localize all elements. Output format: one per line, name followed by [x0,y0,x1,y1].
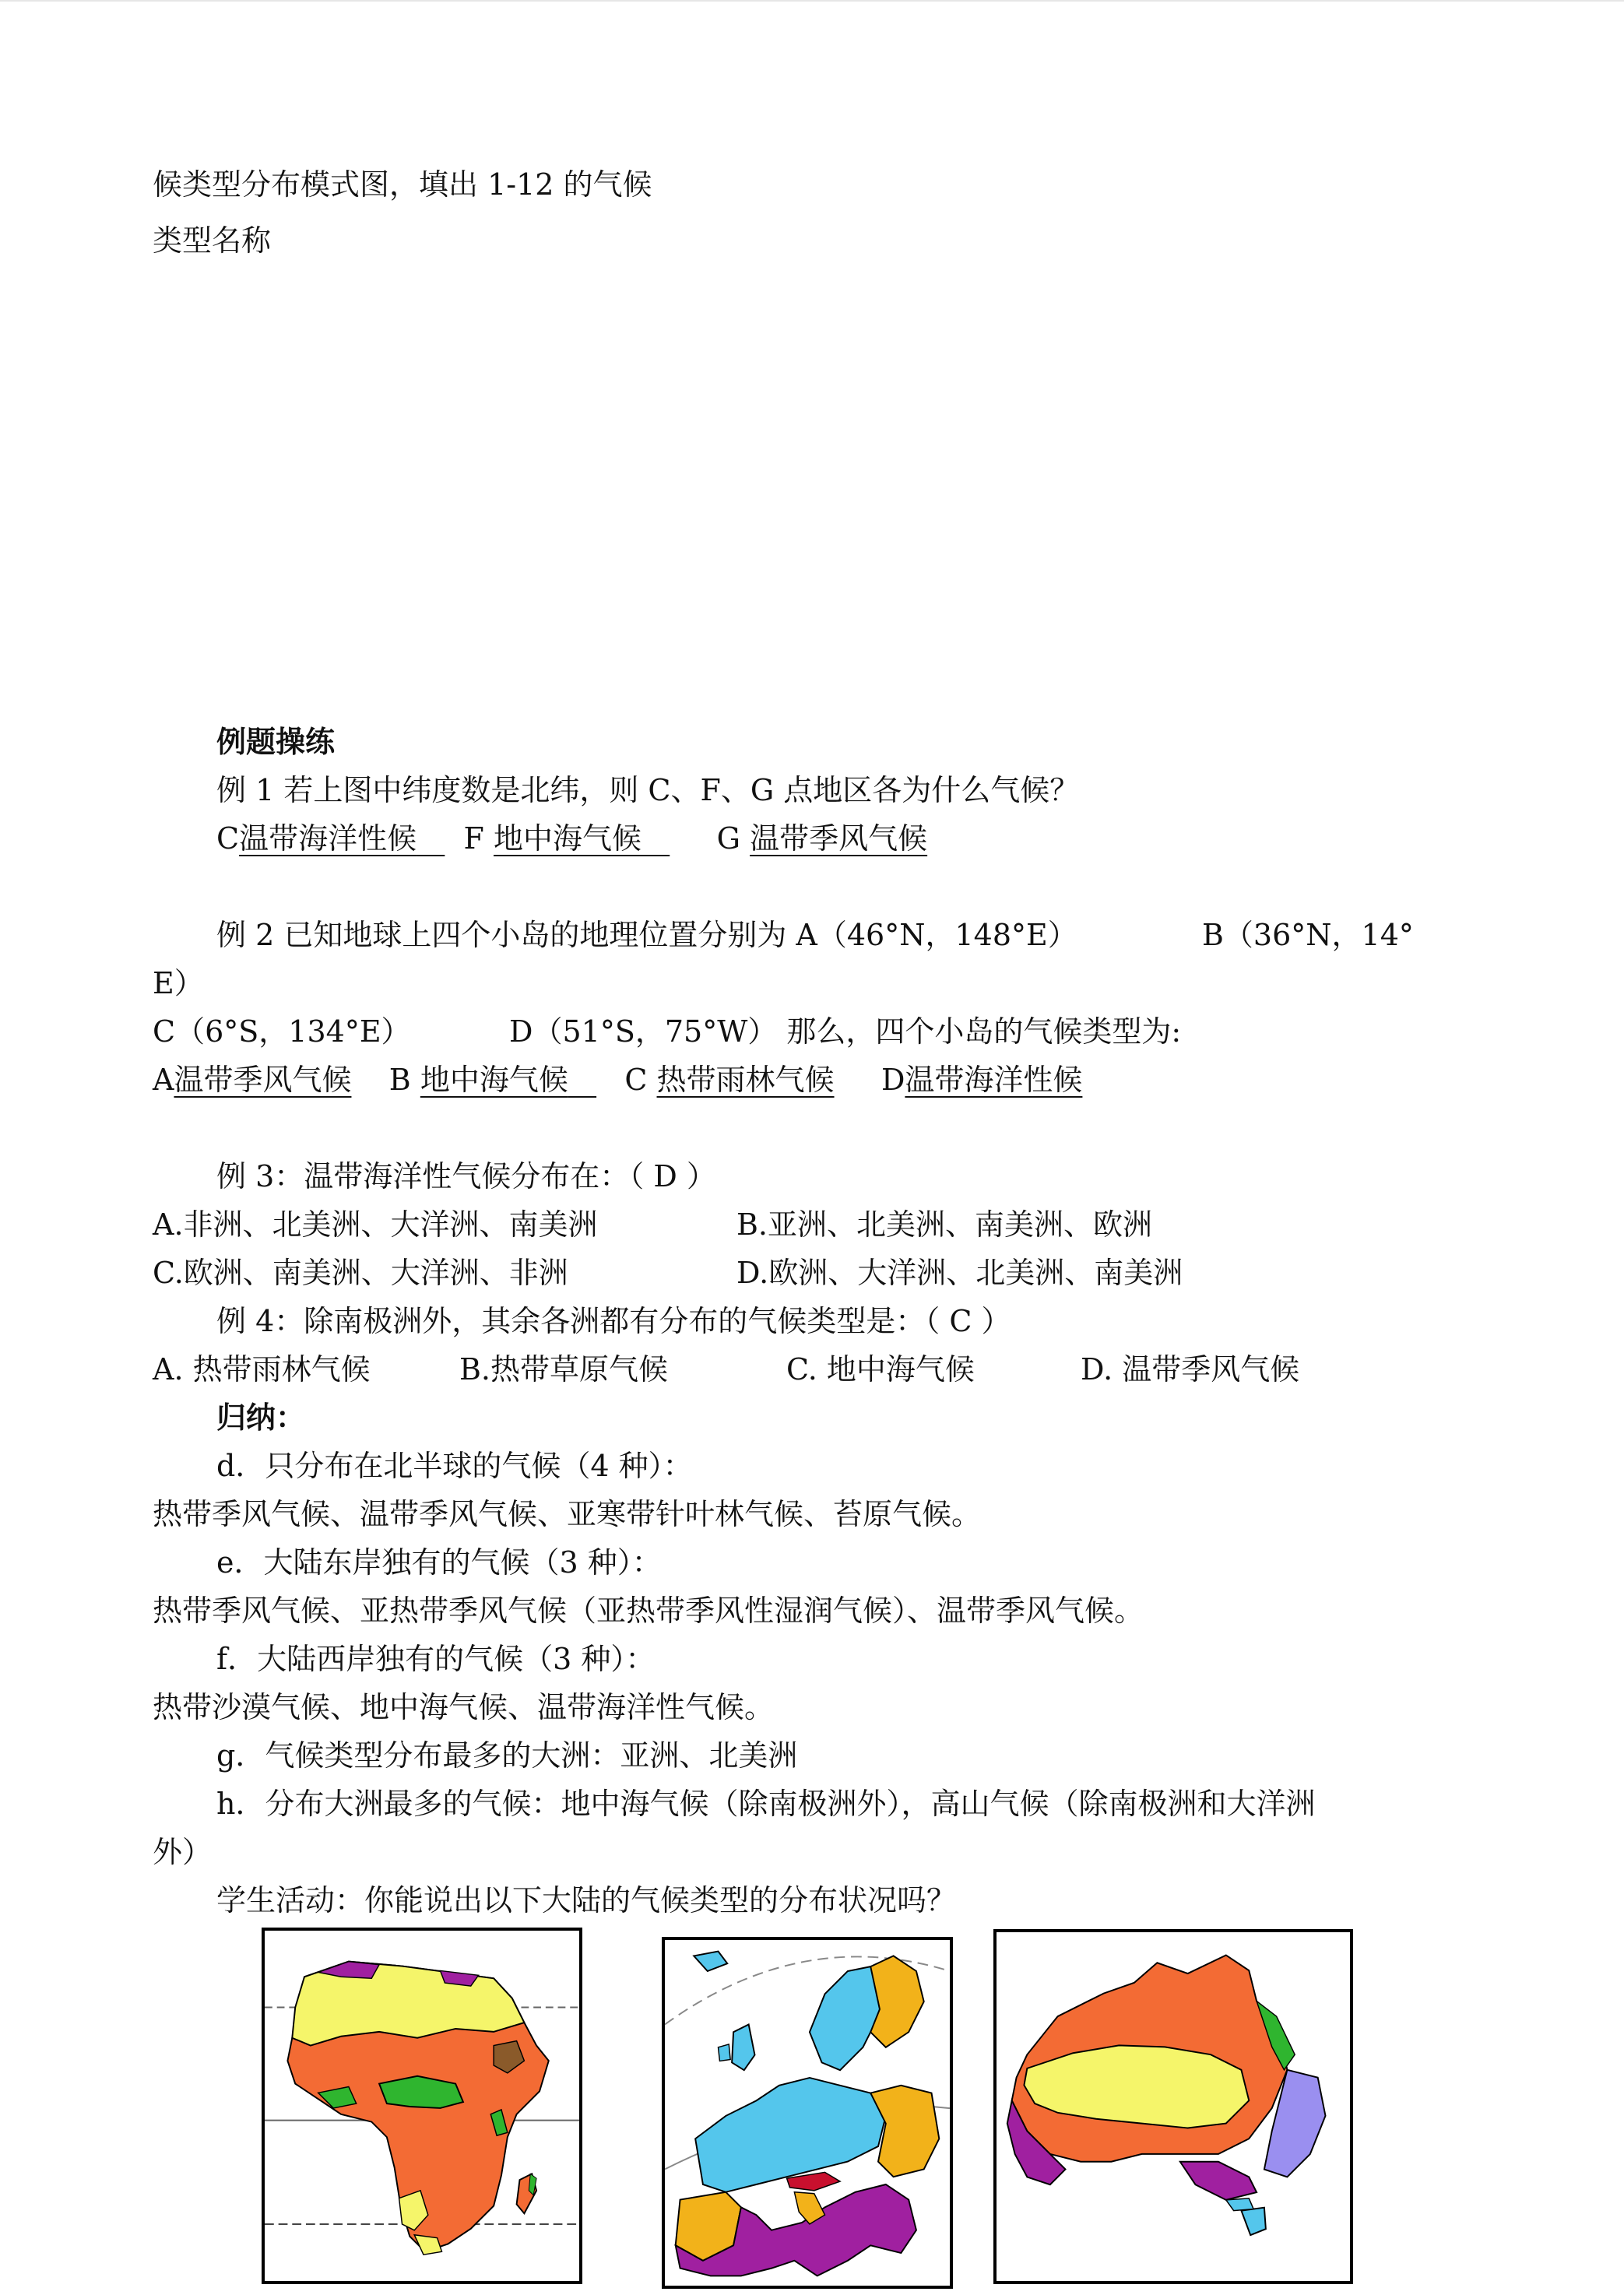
ex2-question-line2: E） [153,966,204,1000]
africa-map-graphic [265,1931,579,2281]
ex1-question: 例 1 若上图中纬度数是北纬，则 C、F、G 点地区各为什么气候？ [216,773,1080,807]
ex2-b-answer: 地中海气候 [420,1063,568,1097]
ex4-option-c: C. 地中海气候 [786,1352,975,1386]
intro-line-1: 候类型分布模式图，填出 1-12 的气候 [153,167,652,202]
africa-climate-map [262,1928,582,2284]
summary-e-head: e．大陆东岸独有的气候（3 种）： [216,1545,662,1580]
ex2-b-label: B [388,1063,411,1097]
ex1-g-label: G [716,821,741,856]
ex1-answers [216,821,928,856]
ex2-d-label: D [881,1063,905,1097]
ex2-question-line3: C（6°S，134°E） [153,1014,411,1049]
ex2-question-part2: B（36°N，14° [1202,918,1414,952]
ex4-option-a: A. 热带雨林气候 [153,1352,371,1386]
ex1-f-answer: 地中海气候 [493,821,642,856]
summary-d-head: d．只分布在北半球的气候（4 种）： [216,1449,693,1483]
page-top-border [0,0,1624,2]
ex2-answers [153,1065,1082,1095]
summary-e-body: 热带季风气候、亚热带季风气候（亚热带季风性湿润气候）、温带季风气候。 [153,1594,1144,1628]
ex2-d-answer: 温带海洋性候 [905,1063,1083,1097]
summary-h-line1: h．分布大洲最多的气候：地中海气候（除南极洲外），高山气候（除南极洲和大洋洲 [216,1787,1316,1821]
summary-d-body: 热带季风气候、温带季风气候、亚寒带针叶林气候、苔原气候。 [153,1497,982,1531]
ex1-f-label: F [463,821,484,856]
ex2-a-answer: 温带季风气候 [174,1063,352,1097]
summary-title: 归纳： [216,1400,306,1435]
summary-g-line: g．气候类型分布最多的大洲：亚洲、北美洲 [216,1738,798,1773]
ex1-c-answer: 温带海洋性候 [239,821,417,856]
europe-map-graphic [665,1940,950,2286]
australia-map-graphic [997,1932,1350,2281]
summary-f-head: f．大陆西岸独有的气候（3 种）： [216,1642,656,1676]
australia-climate-map [993,1929,1353,2284]
ex2-c-answer: 热带雨林气候 [656,1063,835,1097]
ex2-a-label: A [153,1063,174,1097]
ex3-option-b: B.亚洲、北美洲、南美洲、欧洲 [736,1207,1153,1242]
ex3-question: 例 3：温带海洋性气候分布在：（ D ） [216,1159,716,1193]
section-title: 例题操练 [216,724,336,759]
summary-f-body: 热带沙漠气候、地中海气候、温带海洋性气候。 [153,1690,775,1724]
ex2-c-label: C [624,1063,648,1097]
ex3-option-a: A.非洲、北美洲、大洋洲、南美洲 [153,1207,598,1242]
ex3-option-d: D.欧洲、大洋洲、北美洲、南美洲 [736,1256,1183,1290]
ex1-c-label: C [216,821,240,856]
intro-line-2: 类型名称 [153,223,272,258]
ex3-option-c: C.欧洲、南美洲、大洋洲、非洲 [153,1256,568,1290]
ex2-question-line3-d: D（51°S，75°W） 那么，四个小岛的气候类型为: [509,1014,1182,1049]
ex2-question-part1: 例 2 已知地球上四个小岛的地理位置分别为 A（46°N，148°E） [216,918,1077,952]
europe-climate-map [662,1937,953,2289]
student-activity: 学生活动：你能说出以下大陆的气候类型的分布状况吗？ [216,1883,957,1917]
summary-h-line2: 外） [153,1835,213,1869]
ex4-option-d: D. 温带季风气候 [1081,1352,1300,1386]
ex4-option-b: B.热带草原气候 [459,1352,669,1386]
ex1-g-answer: 温带季风气候 [750,821,928,856]
ex4-question: 例 4：除南极洲外，其余各洲都有分布的气候类型是：（ C ） [216,1304,1011,1338]
